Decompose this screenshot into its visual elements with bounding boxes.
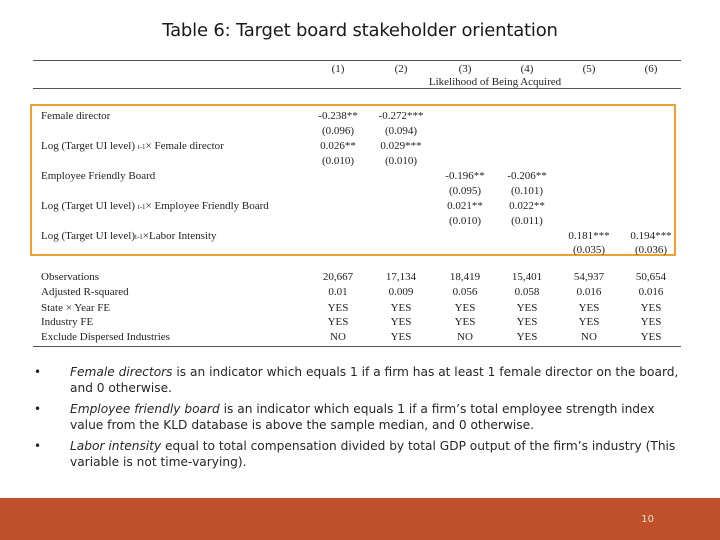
column-header: (2) bbox=[394, 63, 408, 75]
stat-cell: 50,654 bbox=[635, 271, 667, 283]
table-cell: -0.272*** bbox=[378, 110, 424, 122]
note-item bbox=[34, 401, 684, 433]
row-label-part: Log (Target UI level) bbox=[41, 140, 138, 152]
stat-cell: 0.058 bbox=[514, 286, 540, 298]
row-label-part: ×Labor Intensity bbox=[142, 230, 217, 242]
time-subscript: t-1 bbox=[135, 233, 143, 241]
table-cell: 0.022** bbox=[509, 200, 545, 212]
table-cell: 0.194*** bbox=[630, 230, 672, 242]
stat-cell: YES bbox=[516, 316, 538, 328]
time-subscript: t-1 bbox=[137, 143, 146, 151]
stat-cell: YES bbox=[390, 316, 412, 328]
row-label: Female director bbox=[41, 110, 111, 122]
table-cell: (0.095) bbox=[448, 185, 482, 197]
note-text: is an indicator which equals 1 if a firm’s total employee strength index value from the KLD database is above the sample median, and 0 otherwise. bbox=[70, 402, 655, 432]
table-cell: (0.036) bbox=[634, 244, 668, 256]
stat-cell: 0.009 bbox=[388, 286, 414, 298]
stat-label: State × Year FE bbox=[41, 302, 111, 314]
stat-cell: 15,401 bbox=[511, 271, 543, 283]
stat-cell: YES bbox=[578, 302, 600, 314]
header-rule bbox=[33, 88, 681, 89]
table-cell: (0.094) bbox=[384, 125, 418, 137]
note-item bbox=[34, 364, 684, 396]
bullet-icon: • bbox=[34, 439, 42, 453]
table-cell: -0.238** bbox=[318, 110, 358, 122]
stat-cell: NO bbox=[581, 331, 597, 343]
row-label-part: Log (Target UI level) bbox=[41, 200, 138, 212]
table-cell: 0.026** bbox=[320, 140, 356, 152]
table-top-rule bbox=[33, 60, 681, 61]
table-cell: -0.206** bbox=[507, 170, 547, 182]
note-term: Female directors bbox=[70, 365, 173, 379]
stat-cell: YES bbox=[390, 302, 412, 314]
stat-label: Adjusted R-squared bbox=[41, 286, 129, 298]
row-label: Employee Friendly Board bbox=[41, 170, 156, 182]
note-text: equal to total compensation divided by total GDP output of the firm’s industry (This variable is not time-varying). bbox=[70, 439, 676, 469]
slide-title: Table 6: Target board stakeholder orientation bbox=[162, 20, 558, 41]
table-cell: 0.181*** bbox=[568, 230, 610, 242]
table-cell: 0.021** bbox=[447, 200, 483, 212]
stat-cell: YES bbox=[640, 302, 662, 314]
stat-cell: YES bbox=[454, 302, 476, 314]
stat-cell: YES bbox=[640, 316, 662, 328]
notes-list bbox=[34, 364, 684, 475]
dependent-variable-label: Likelihood of Being Acquired bbox=[428, 76, 562, 88]
stat-cell: 0.016 bbox=[638, 286, 664, 298]
note-item bbox=[34, 438, 684, 470]
stat-cell: YES bbox=[327, 316, 349, 328]
row-label bbox=[41, 140, 224, 152]
row-label bbox=[41, 230, 217, 242]
stat-cell: YES bbox=[327, 302, 349, 314]
stat-cell: YES bbox=[516, 331, 538, 343]
row-label-part: Log (Target UI level) bbox=[41, 230, 136, 242]
table-cell: (0.035) bbox=[572, 244, 606, 256]
footer-bar bbox=[0, 498, 720, 540]
stat-cell: 0.01 bbox=[328, 286, 348, 298]
stat-cell: 18,419 bbox=[449, 271, 481, 283]
stat-cell: 17,134 bbox=[385, 271, 417, 283]
table-cell: (0.010) bbox=[448, 215, 482, 227]
table-bottom-rule bbox=[33, 346, 681, 347]
table-cell: (0.010) bbox=[321, 155, 355, 167]
stat-label: Exclude Dispersed Industries bbox=[41, 331, 170, 343]
stat-cell: 0.056 bbox=[452, 286, 478, 298]
note-term: Labor intensity bbox=[70, 439, 162, 453]
stat-cell: YES bbox=[390, 331, 412, 343]
column-header: (3) bbox=[458, 63, 472, 75]
stat-cell: YES bbox=[516, 302, 538, 314]
table-cell: (0.101) bbox=[510, 185, 544, 197]
column-header: (1) bbox=[331, 63, 345, 75]
stat-cell: YES bbox=[578, 316, 600, 328]
stat-label: Observations bbox=[41, 271, 100, 283]
stat-cell: 20,667 bbox=[322, 271, 354, 283]
stat-cell: 0.016 bbox=[576, 286, 602, 298]
table-cell: (0.096) bbox=[321, 125, 355, 137]
stat-cell: NO bbox=[330, 331, 346, 343]
note-text: is an indicator which equals 1 if a firm has at least 1 female director on the board, and 0 otherwise. bbox=[70, 365, 679, 395]
bullet-icon: • bbox=[34, 402, 42, 416]
stat-cell: 54,937 bbox=[573, 271, 605, 283]
time-subscript: t-1 bbox=[137, 203, 146, 211]
table-cell: 0.029*** bbox=[380, 140, 422, 152]
stat-label: Industry FE bbox=[41, 316, 94, 328]
page-number: 10 bbox=[641, 514, 654, 525]
column-header: (4) bbox=[520, 63, 534, 75]
column-header: (5) bbox=[582, 63, 596, 75]
column-header: (6) bbox=[644, 63, 658, 75]
row-label-part: × Employee Friendly Board bbox=[145, 200, 269, 212]
table-cell: (0.011) bbox=[511, 215, 543, 227]
note-term: Employee friendly board bbox=[70, 402, 220, 416]
row-label-part: × Female director bbox=[145, 140, 224, 152]
bullet-icon: • bbox=[34, 365, 42, 379]
stat-cell: NO bbox=[457, 331, 473, 343]
stat-cell: YES bbox=[640, 331, 662, 343]
table-cell: (0.010) bbox=[384, 155, 418, 167]
row-label bbox=[41, 200, 269, 212]
stat-cell: YES bbox=[454, 316, 476, 328]
table-cell: -0.196** bbox=[445, 170, 485, 182]
